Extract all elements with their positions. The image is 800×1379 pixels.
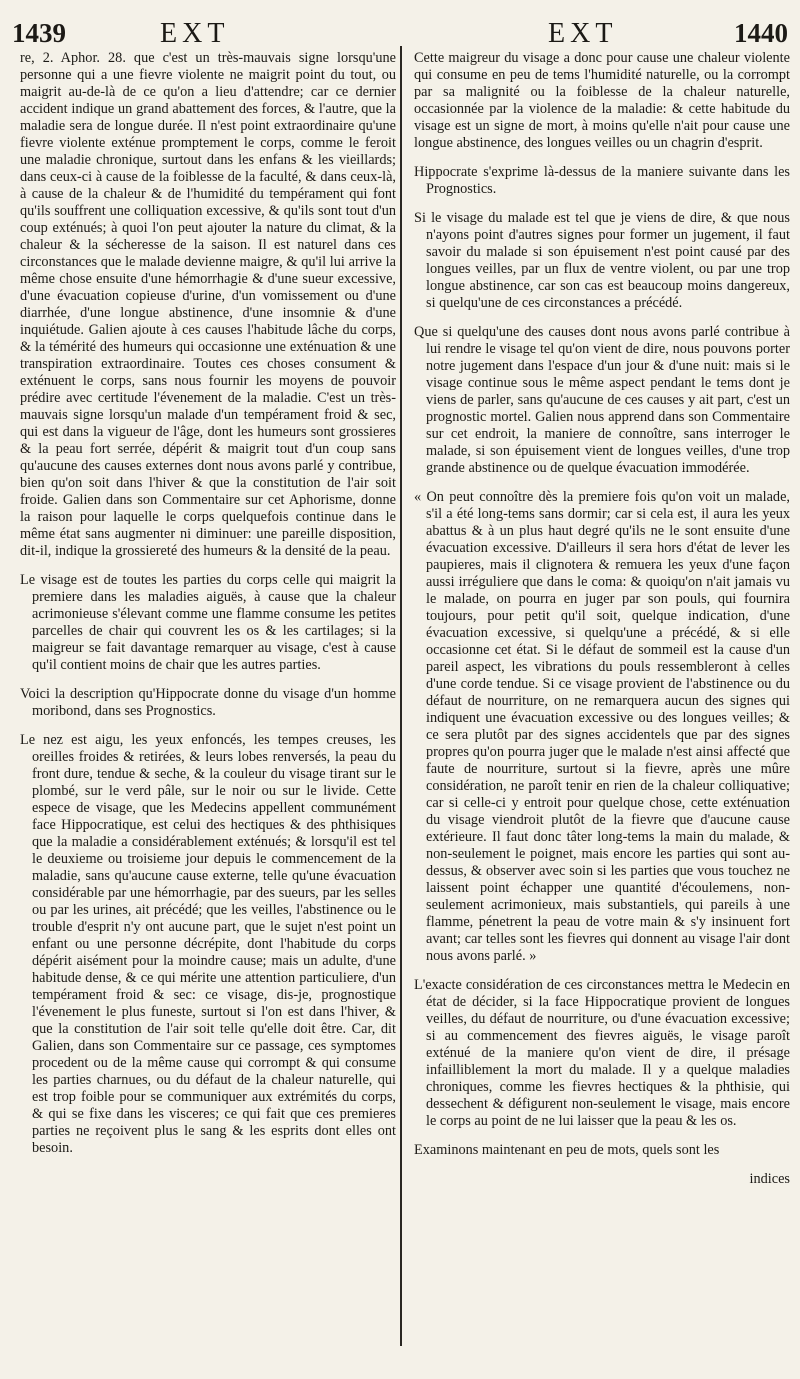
quoted-passage: « On peut connoître dès la premiere fois qu'on voit un malade, s'il a été long-tems sans dormir; car si cela est, il aura les yeux abattus & à un plus haut degré qu'ils ne le sont ensuite d'une évacuation excessive. D'ailleurs il sera hors d'état de lever les paupieres, mais il clignotera & remuera les yeux d'une façon aussi irréguliere que dans le coma: & quoiqu'on n'ait jamais vu le malade, on pourra en juger par son pouls, qui fournira toujours, pour petit qu'il soit, quelque indication, d'une évacuation excessive, si quelqu'une a précédé, & si elle occasionne cet état. Si le défaut de sommeil est la cause d'un pareil aspect, les vibrations du pouls ressembleront à celles d'une corde tendue. Si ce visage provient de l'abstinence ou du défaut de nourriture, on ne remarquera aucun des signes qui indiquent une évacuation excessive ou des longues veilles; & ce sera plutôt par des signes accidentels que par des signes propres qu'on pourra juger que le malade n'est ainsi affecté que faute de nourriture, surtout si la fievre, après une mûre considération, ne paroît tenir en rien de la chaleur colliquative; car si celle-ci y entroit pour quelque chose, cette exténuation du visage viendroit plutôt de la fievre que d'aucune cause extérieure. Il faut donc tâter long-tems la main du malade, & non-seulement le poignet, mais encore les parties qui sont au-dessus, & observer avec soin si les parties que vous touchez ne laissent point échapper une quantité d'écoulemens, non-seulement acrimonieux, mais substantiels, qui pareils à une flamme, pénetrent la peau de votre main & s'y insinuent fort avant; car telles sont les fievres qui donnent au visage l'air dont nous avons parlé. » bbox=[414, 489, 790, 965]
running-head-left: EXT bbox=[160, 18, 230, 49]
paragraph: Voici la description qu'Hippocrate donne du visage d'un homme moribond, dans ses Prognostics. bbox=[20, 686, 396, 719]
paragraph: re, 2. Aphor. 28. que c'est un très-mauvais signe lorsqu'une personne qui a une fievre violente ne maigrit point du tout, ou maigrit au-de-là de ce qu'on a lieu d'attendre; car ce dernier accident indique un grand abattement des forces, & l'autre, que la maladie sera de longue durée. Il n'est point extraordinaire qu'une fievre violente exténue promptement le corps, comme le feroit une maladie chronique, surtout dans les enfans & les vieillards; dans ceux-ci à cause de la foiblesse de la faculté, & dans ceux-là, à cause de la chaleur & de l'humidité du tempérament qui font qu'ils souffrent une colliquation excessive, & qu'ils sont tout d'un coup exténués; à quoi l'on peut ajouter la nature du climat, & la chaleur & la sécheresse de la saison. Il est naturel dans ces circonstances que le malade devienne maigre, & qu'il lui arrive la même chose ensuite d'une hémorrhagie & d'une sueur excessive, d'une évacuation copieuse d'urine, d'un vomissement ou d'une diarrhée, d'une longue abstinence, d'une insomnie & d'une inquiétude. Galien ajoute à ces causes l'habitude lâche du corps, & la témérité des humeurs qui occasionne une exténuation & une transpiration extraordinaire. Toutes ces choses consument & exténuent le corps, sans nous fournir les moyens de pouvoir prédire avec certitude l'évenement de la maladie. C'est un très-mauvais signe lorsqu'un malade d'un tempérament froid & sec, qui est dans la vigueur de l'âge, dont les humeurs sont grossieres & la peau fort serrée, dépérit & maigrit tout d'un coup sans qu'aucune des causes externes dont nous avons parlé y contribue, bien qu'on soit dans l'hiver & que la constitution de l'air soit froide. Galien dans son Commentaire sur cet Aphorisme, donne la raison pour laquelle le corps quelquefois continue dans le même état sans augmenter ni diminuer: une pareille disposition, dit-il, indique la grossiereté des humeurs & la densité de la peau. bbox=[20, 50, 396, 559]
paragraph: Le nez est aigu, les yeux enfoncés, les tempes creuses, les oreilles froides & retirées, & leurs lobes renversés, la peau du front dure, tendue & seche, & la couleur du visage tirant sur le plombé, sur le verd pâle, sur le noir ou sur le livide. Cette espece de visage, que les Medecins appellent communément face Hippocratique, est celui des hectiques & des phthisiques que la maladie a considérablement exténués; & lorsqu'il est tel le deuxieme ou troisieme jour depuis le commencement de la maladie, sans qu'aucune cause externe, telle qu'une évacuation considérable par une hémorrhagie, par des sueurs, par les selles ou par les urines, ait précédé; que les veilles, l'abstinence ou le trouble d'esprit n'y ont aucune part, que le sujet n'est point un enfant ou une personne décrépite, dont l'habitude du corps dépérit aisément pour la moindre cause; mais un adulte, d'une habitude dense, & ce qui mérite une attention particuliere, d'un tempérament froid & sec: ce visage, dis-je, prognostique l'évenement le plus funeste, surtout si l'on est dans l'hiver, & que la constitution de l'air soit telle qu'elle doit être. Car, dit Galien, dans son Commentaire sur ce passage, ces symptomes procedent ou de la même cause qui corrompt & qui consume les parties charnues, ou du défaut de la chaleur naturelle, qui est trop foible pour se communiquer aux extrémités du corps, & qui se fixe dans les visceres; ce qui fait que ces premieres parties ne reçoivent plus le sang & les esprits dont elles ont besoin. bbox=[20, 732, 396, 1156]
catchword: indices bbox=[749, 1171, 790, 1187]
paragraph: Que si quelqu'une des causes dont nous avons parlé contribue à lui rendre le visage tel qu'on vient de dire, nous pouvons porter notre jugement dans l'espace d'un jour & d'une nuit: mais si le visage continue sous le même aspect pendant le tems dont je viens de parler, sans qu'aucune de ces causes y ait part, c'est un prognostic mortel. Galien nous apprend dans son Commentaire sur cet endroit, la maniere de connoître, sans interroger le malade, si son épuisement vient de longues veilles, d'une trop grande abstinence ou de quelque évacuation immodérée. bbox=[414, 324, 790, 476]
paragraph: L'exacte considération de ces circonstances mettra le Medecin en état de décider, si la face Hippocratique provient de longues veilles, du défaut de nourriture, ou d'une évacuation excessive; si au commencement des fievres aiguës, le visage paroît exténué de la maniere qu'on vient de dire, il présage infailliblement la mort du malade. Il y a quelque maladies chroniques, comme les fievres hectiques & la phthisie, qui dessechent & défigurent non-seulement le visage, mais encore le corps au point de ne lui laisser que la peau & les os. bbox=[414, 977, 790, 1129]
paragraph: Hippocrate s'exprime là-dessus de la maniere suivante dans les Prognostics. bbox=[414, 164, 790, 197]
running-head-right: EXT bbox=[548, 18, 618, 49]
right-column bbox=[414, 50, 790, 1200]
column-rule bbox=[400, 46, 402, 1346]
paragraph: Si le visage du malade est tel que je viens de dire, & que nous n'ayons point d'autres signes pour former un jugement, il faut savoir du malade si son épuisement n'est point causé par des longues veilles, par un flux de ventre violent, ou par une trop longue abstinence, car son cas est beaucoup moins dangereux, si quelqu'une de ces circonstances a précédé. bbox=[414, 210, 790, 311]
page-number-right: 1440 bbox=[734, 18, 788, 48]
paragraph: Examinons maintenant en peu de mots, quels sont les bbox=[414, 1142, 720, 1158]
left-column bbox=[20, 50, 396, 1169]
page-number-left: 1439 bbox=[12, 18, 66, 48]
paragraph: Le visage est de toutes les parties du corps celle qui maigrit la premiere dans les maladies aiguës, à cause que la chaleur acrimonieuse s'élevant comme une flamme consume les petites parcelles de chair qui couvrent les os & les cartilages; si la maigreur se fait davantage remarquer au visage, c'est à cause qu'il contient moins de chair que les autres parties. bbox=[20, 572, 396, 673]
paragraph: Cette maigreur du visage a donc pour cause une chaleur violente qui consume en peu de tems l'humidité naturelle, ou la corrompt par sa malignité ou la foiblesse de la chaleur naturelle, occasionnée par la violence de la maladie: & cette habitude du visage est un signe de mort, à moins qu'elle n'ait pour cause une longue abstinence, des longues veilles ou un chagrin d'esprit. bbox=[414, 50, 790, 151]
